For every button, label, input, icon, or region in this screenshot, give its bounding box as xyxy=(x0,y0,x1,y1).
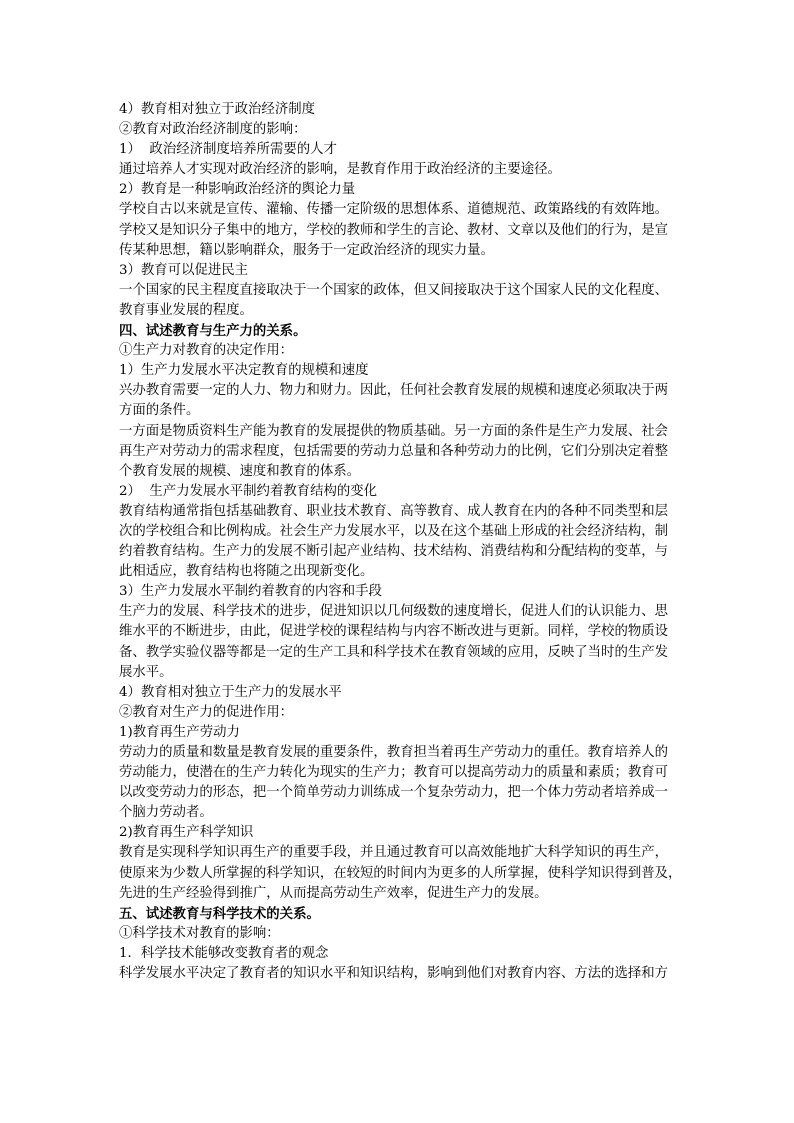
text-line: 一个国家的民主程度直接取决于一个国家的政体，但又间接取决于这个国家人民的文化程度、 xyxy=(119,282,669,298)
text-line: 约着教育结构。生产力的发展不断引起产业结构、技术结构、消费结构和分配结构的变革，与 xyxy=(119,544,669,560)
text-line: 4）教育相对独立于政治经济制度 xyxy=(119,102,315,117)
text-line: 方面的条件。 xyxy=(119,403,200,419)
text-line: 学校自古以来就是宣传、灌输、传播一定阶级的思想体系、道德规范、政策路线的有效阵地。 xyxy=(119,202,669,218)
text-line: 使原来为少数人所掌握的科学知识，在较短的时间内为更多的人所掌握，使科学知识得到普及， xyxy=(119,865,682,881)
text-line: 一方面是物质资料生产能为教育的发展提供的物质基础。另一方面的条件是生产力发展、社会 xyxy=(119,423,669,439)
text-line: 1)教育再生产劳动力 xyxy=(119,724,240,740)
text-line: 次的学校组合和比例构成。社会生产力发展水平，以及在这个基础上形成的社会经济结构，制 xyxy=(119,523,669,539)
text-line: ②教育对生产力的促进作用： xyxy=(119,704,294,720)
text-line: 1）生产力发展水平决定教育的规模和速度 xyxy=(119,363,369,379)
text-line: 通过培养人才实现对政治经济的影响，是教育作用于政治经济的主要途径。 xyxy=(119,162,561,178)
text-line: 3）教育可以促进民主 xyxy=(119,262,249,278)
text-line: 劳动能力，使潜在的生产力转化为现实的生产力；教育可以提高劳动力的质量和素质；教育可 xyxy=(119,765,669,781)
text-line: ①科学技术对教育的影响： xyxy=(119,925,280,941)
text-line: 个脑力劳动者。 xyxy=(119,805,213,821)
text-line: 兴办教育需要一定的人力、物力和财力。因此，任何社会教育发展的规模和速度必须取决于两 xyxy=(119,383,669,399)
text-line: 维水平的不断进步，由此，促进学校的课程结构与内容不断改进与更新。同样，学校的物质设 xyxy=(119,624,669,640)
text-line: 个教育发展的规模、速度和教育的体系。 xyxy=(119,463,361,479)
text-line: 4）教育相对独立于生产力的发展水平 xyxy=(119,684,342,700)
text-line: 1） 政治经济制度培养所需要的人才 xyxy=(119,142,337,158)
text-line: 教育结构通常指包括基础教育、职业技术教育、高等教育、成人教育在内的各种不同类型和层 xyxy=(119,503,669,519)
text-line: 展水平。 xyxy=(119,664,173,680)
text-line: 2)教育再生产科学知识 xyxy=(119,825,254,841)
text-line: 此相适应，教育结构也将随之出现新变化。 xyxy=(119,564,374,580)
text-line: 备、教学实验仪器等都是一定的生产工具和科学技术在教育领域的应用，反映了当时的生产发 xyxy=(119,644,669,660)
text-line: 传某种思想，籍以影响群众，服务于一定政治经济的现实力量。 xyxy=(119,242,494,258)
text-line: ②教育对政治经济制度的影响： xyxy=(119,122,307,138)
text-line: ①生产力对教育的决定作用： xyxy=(119,343,294,359)
document-body xyxy=(119,100,691,984)
text-line: 以改变劳动力的形态，把一个简单劳动力训练成一个复杂劳动力，把一个体力劳动者培养成一 xyxy=(119,785,669,801)
text-line: 再生产对劳动力的需求程度，包括需要的劳动力总量和各种劳动力的比例，它们分别决定着整 xyxy=(119,443,669,459)
text-line: 学校又是知识分子集中的地方，学校的教师和学生的言论、教材、文章以及他们的行为，是宣 xyxy=(119,222,669,238)
section-heading: 五、试述教育与科学技术的关系。 xyxy=(119,905,320,922)
text-line: 教育事业发展的程度。 xyxy=(119,302,253,318)
text-line: 生产力的发展、科学技术的进步，促进知识以几何级数的速度增长，促进人们的认识能力、思 xyxy=(119,604,669,620)
text-line: 3）生产力发展水平制约着教育的内容和手段 xyxy=(119,584,382,600)
text-line: 先进的生产经验得到推广，从而提高劳动生产效率，促进生产力的发展。 xyxy=(119,885,548,901)
text-line: 教育是实现科学知识再生产的重要手段，并且通过教育可以高效能地扩大科学知识的再生产， xyxy=(119,845,669,861)
section-heading: 四、试述教育与生产力的关系。 xyxy=(119,323,307,340)
text-line: 2） 生产力发展水平制约着教育结构的变化 xyxy=(119,483,378,499)
text-line: 科学发展水平决定了教育者的知识水平和知识结构，影响到他们对教育内容、方法的选择和方 xyxy=(119,966,669,982)
text-line: 劳动力的质量和数量是教育发展的重要条件，教育担当着再生产劳动力的重任。教育培养人的 xyxy=(119,745,669,760)
text-line: 2）教育是一种影响政治经济的舆论力量 xyxy=(119,182,356,198)
text-line: 1．科学技术能够改变教育者的观念 xyxy=(119,945,329,961)
